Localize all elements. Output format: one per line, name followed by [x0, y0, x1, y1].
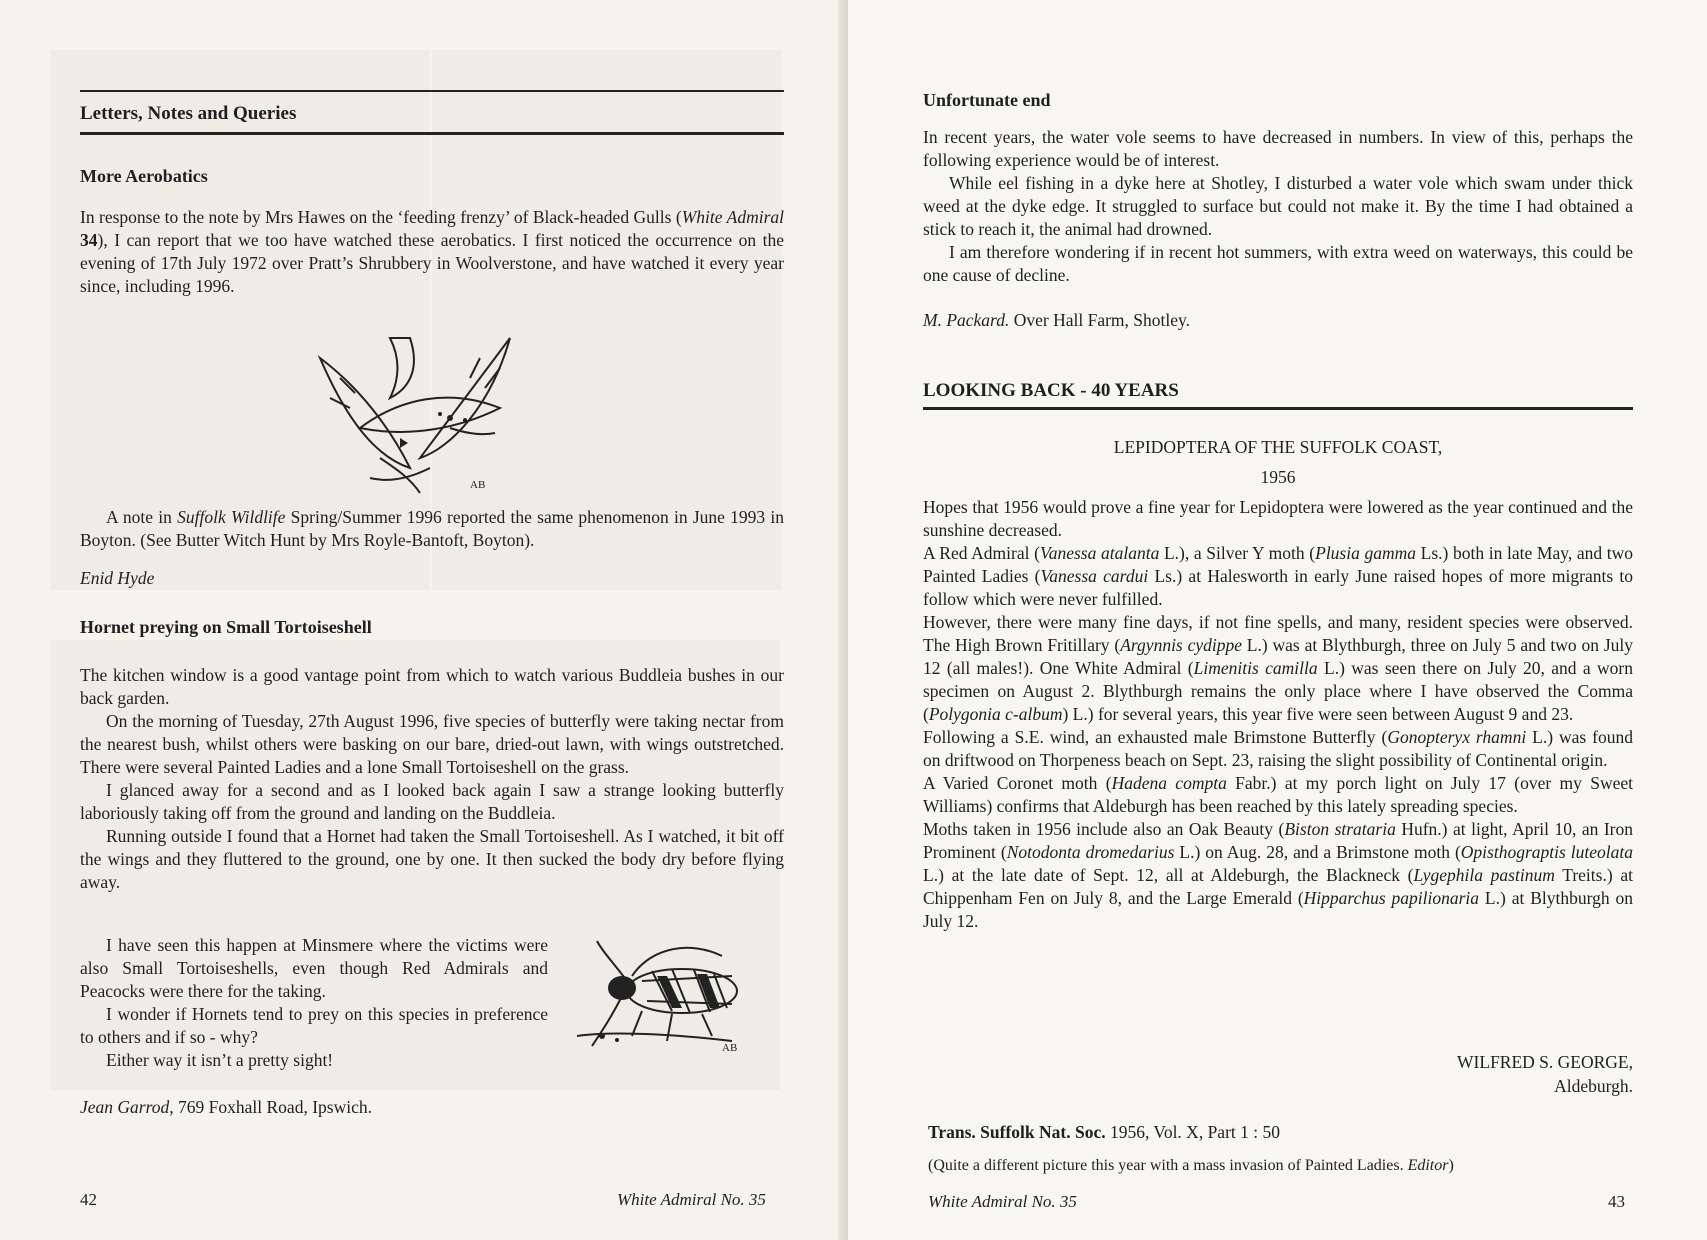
editor-note: (Quite a different picture this year with a mass invasion of Painted Ladies. Editor) — [928, 1157, 1454, 1174]
header-rule-top — [80, 90, 784, 92]
paragraph: I have seen this happen at Minsmere where the victims were also Small Tortoiseshells, even though Red Admirals and Peacocks were there for the taking. — [80, 935, 548, 1001]
article-paragraph: A note in Suffolk Wildlife Spring/Summer 1996 reported the same phenomenon in June 1993 in Boyton. (See Butter Witch Hunt by Mrs Royle-Bantoft, Boyton). — [80, 507, 784, 550]
paragraph: Running outside I found that a Hornet had taken the Small Tortoiseshell. As I watched, it bit off the wings and they fluttered to the ground, one by one. It then sucked the body dry before flying away. — [80, 826, 784, 892]
section-header: LOOKING BACK - 40 YEARS — [923, 380, 1179, 401]
author-signature: Enid Hyde — [80, 568, 155, 588]
right-page — [848, 0, 1707, 1240]
paragraph: I wonder if Hornets tend to prey on this species in preference to others and if so - why? — [80, 1004, 548, 1047]
paragraph: The kitchen window is a good vantage point from which to watch various Buddleia bushes in our back garden. — [80, 665, 784, 708]
paragraph: In recent years, the water vole seems to have decreased in numbers. In view of this, perhaps the following experience would be of interest. — [923, 127, 1633, 170]
author-place: Aldeburgh. — [1554, 1076, 1633, 1096]
paragraph: A Varied Coronet moth (Hadena compta Fabr.) at my porch light on July 17 (over my Sweet Williams) confirms that Aldeburgh has been reached by this lately spreading species. — [923, 773, 1633, 816]
author-signature: Jean Garrod, 769 Foxhall Road, Ipswich. — [80, 1097, 372, 1117]
paragraph: However, there were many fine days, if not fine spells, and many, resident species were observed. The High Brown Fritillary (Argynnis cydippe L.) was at Blythburgh, three on July 5 and two on July 12 (all males!). One White Admiral (Limenitis camilla L.) was seen there on July 20, and a worn specimen on August 2. Blythburgh remains the only place where I have observed the Comma (Polygonia c-album) L.) for several years, this year five were seen between August 9 and 23. — [923, 612, 1634, 724]
paragraph: Either way it isn’t a pretty sight! — [106, 1050, 334, 1070]
article-title: Unfortunate end — [923, 90, 1051, 110]
footer-journal: White Admiral No. 35 — [617, 1190, 766, 1209]
page-number: 42 — [80, 1190, 97, 1209]
article-year: 1956 — [1260, 467, 1296, 487]
illustration-initials: AB — [470, 479, 486, 491]
article-title: Hornet preying on Small Tortoiseshell — [80, 617, 372, 637]
article-body-narrow — [80, 934, 548, 1072]
paragraph: Hopes that 1956 would prove a fine year for Lepidoptera were lowered as the year continued and the sunshine decreased. — [923, 497, 1633, 540]
section-header: Letters, Notes and Queries — [80, 103, 297, 124]
article-body — [80, 664, 784, 894]
footer-journal: White Admiral No. 35 — [928, 1192, 1077, 1211]
paragraph: A Red Admiral (Vanessa atalanta L.), a Silver Y moth (Plusia gamma Ls.) both in late May, and two Painted Ladies (Vanessa cardui Ls.) at Halesworth in early June raised hopes of more migrants to follow which were never fulfilled. — [923, 543, 1634, 609]
page-number: 43 — [1608, 1192, 1625, 1211]
header-rule-bottom — [80, 132, 784, 135]
author-name: WILFRED S. GEORGE, — [1457, 1052, 1633, 1072]
gulls-illustration — [300, 318, 540, 498]
article-title: LEPIDOPTERA OF THE SUFFOLK COAST, — [1113, 437, 1443, 457]
article-paragraph: In response to the note by Mrs Hawes on the ‘feeding frenzy’ of Black-headed Gulls (White Admiral 34), I can report that we too have watched these aerobatics. I first noticed the occurrence on the evening of 17th July 1972 over Pratt’s Shrubbery in Woolverstone, and have watched it every year since, including 1996. — [80, 207, 784, 296]
header-rule-bottom — [923, 407, 1633, 410]
paragraph: I am therefore wondering if in recent hot summers, with extra weed on waterways, this could be one cause of decline. — [923, 242, 1633, 285]
source-citation: Trans. Suffolk Nat. Soc. 1956, Vol. X, Part 1 : 50 — [928, 1122, 1280, 1142]
article-body — [923, 126, 1633, 287]
author-signature: M. Packard. Over Hall Farm, Shotley. — [923, 310, 1190, 330]
paragraph: I glanced away for a second and as I looked back again I saw a strange looking butterfly laboriously taking off from the ground and landing on the Buddleia. — [80, 780, 784, 823]
article-title: More Aerobatics — [80, 166, 208, 186]
paragraph: Moths taken in 1956 include also an Oak Beauty (Biston strataria Hufn.) at light, April 10, an Iron Prominent (Notodonta dromedarius L.) on Aug. 28, and a Brimstone moth (Opisthograptis luteolata L.) at the late date of Sept. 12, all at Aldeburgh, the Blackneck (Lygephila pastinum Treits.) at Chippenham Fen on July 8, and the Large Emerald (Hipparchus papilionaria L.) at Blythburgh on July 12. — [923, 819, 1634, 931]
article-body — [923, 496, 1633, 933]
hornet-illustration — [572, 936, 762, 1056]
paragraph: On the morning of Tuesday, 27th August 1996, five species of butterfly were taking nectar from the nearest bush, whilst others were basking on our bare, dried-out lawn, with wings outstretched. There were several Painted Ladies and a lone Small Tortoiseshell on the grass. — [80, 711, 784, 777]
paragraph: Following a S.E. wind, an exhausted male Brimstone Butterfly (Gonopteryx rhamni L.) was found on driftwood on Thorpeness beach on Sept. 23, raising the slight possibility of Continental origin. — [923, 727, 1634, 770]
paragraph: While eel fishing in a dyke here at Shotley, I disturbed a water vole which swam under thick weed at the dyke edge. It struggled to surface but could not make it. By the time I had obtained a stick to reach it, the animal had drowned. — [923, 173, 1633, 239]
illustration-initials: AB — [722, 1042, 738, 1054]
left-page — [0, 0, 848, 1240]
